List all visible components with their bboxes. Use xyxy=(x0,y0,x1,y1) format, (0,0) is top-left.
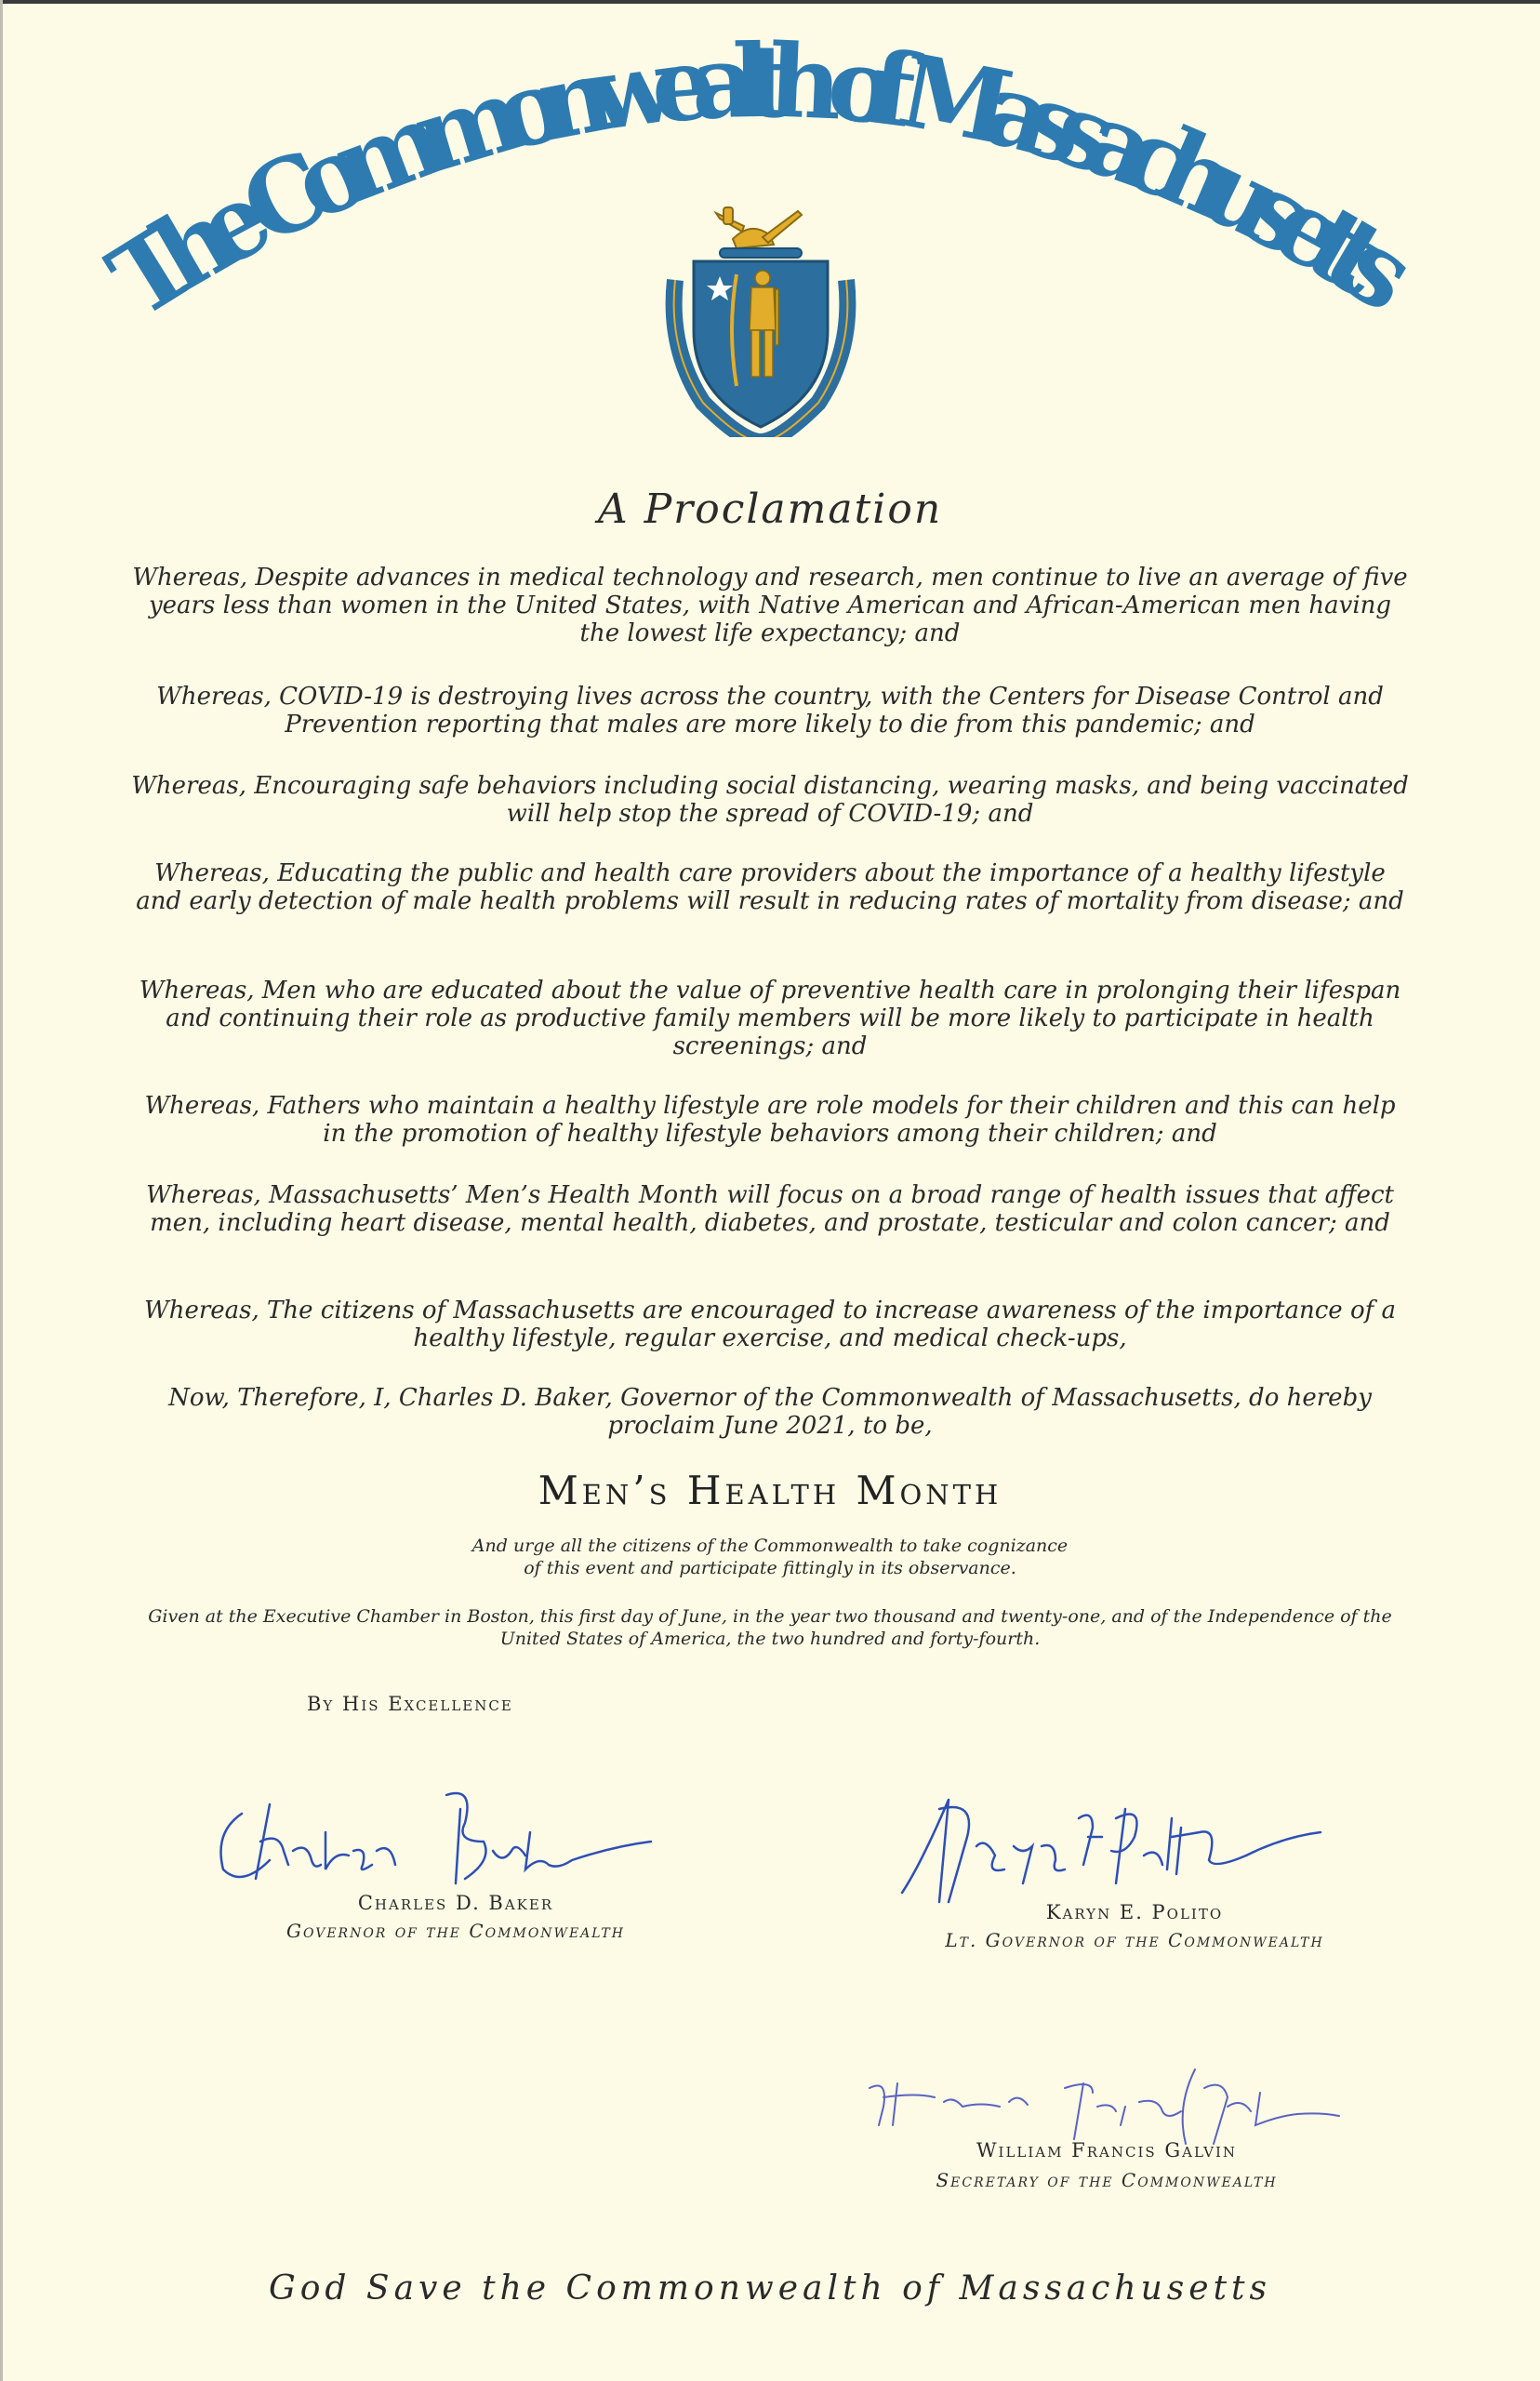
lt-governor-title: Lt. Governor of the Commonwealth xyxy=(945,1929,1324,1951)
whereas-clause-6: Whereas, Fathers who maintain a healthy lifestyle are role models for their children and this can help in the promotion of healthy lifestyle behaviors among their children; and xyxy=(144,1092,1396,1148)
urge-text: And urge all the citizens of the Commonwealth to take cognizance of this event and participate fittingly in its observance. xyxy=(471,1536,1069,1578)
secretary-signature-icon xyxy=(860,2051,1344,2153)
proclamation-title: A Proclamation xyxy=(597,486,943,533)
declared-month-title: Men’s Health Month xyxy=(538,1468,1002,1513)
whereas-clause-5: Whereas, Men who are educated about the value of preventive health care in prolonging their lifespan and continuing their role as productive family members will be more likely to participate in health screenings; and xyxy=(139,977,1401,1060)
by-his-excellence: By His Excellence xyxy=(307,1693,513,1715)
whereas-clause-8: Whereas, The citizens of Massachusetts are encouraged to increase awareness of the importance of a healthy lifestyle, regular exercise, and medical check-ups, xyxy=(143,1297,1397,1352)
document-header xyxy=(0,0,1540,437)
massachusetts-seal-icon xyxy=(674,207,848,437)
lt-governor-name: Karyn E. Polito xyxy=(1045,1901,1224,1923)
whereas-clause-2: Whereas, COVID-19 is destroying lives across the country, with the Centers for Disease Control and Prevention reporting that males are more likely to die from this pandemic; and xyxy=(156,683,1384,738)
governor-title: Governor of the Commonwealth xyxy=(286,1920,625,1942)
closing-line: God Save the Commonwealth of Massachusetts xyxy=(269,2269,1271,2308)
given-at-text: Given at the Executive Chamber in Boston, this first day of June, in the year two thousand and twenty-one, and of the Independence of the United States of America, the two hundred and forty-fourth. xyxy=(148,1606,1392,1649)
lt-governor-signature-icon xyxy=(893,1781,1330,1911)
now-therefore-clause: Now, Therefore, I, Charles D. Baker, Governor of the Commonwealth of Massachusetts, do hereby proclaim June 2021, to be, xyxy=(168,1384,1372,1440)
whereas-clause-7: Whereas, Massachusetts’ Men’s Health Month will focus on a broad range of health issues that affect men, including heart disease, mental health, diabetes, and prostate, testicular and colon cancer; and xyxy=(146,1181,1394,1237)
whereas-clause-4: Whereas, Educating the public and health care providers about the importance of a healthy lifestyle and early detection of male health problems will result in reducing rates of mortality from disease; and xyxy=(136,859,1404,915)
governor-name: Charles D. Baker xyxy=(357,1892,554,1914)
secretary-name: William Francis Galvin xyxy=(976,2139,1238,2162)
whereas-clause-1: Whereas, Despite advances in medical technology and research, men continue to live an average of five years less than women in the United States, with Native American and African-American men having the lowest life expectancy; and xyxy=(132,564,1408,647)
header-graphic xyxy=(0,0,1540,437)
governor-signature-icon xyxy=(205,1776,670,1897)
secretary-title: Secretary of the Commonwealth xyxy=(936,2169,1278,2191)
whereas-clause-3: Whereas, Encouraging safe behaviors including social distancing, wearing masks, and being vaccinated will help stop the spread of COVID-19; and xyxy=(131,772,1409,828)
commonwealth-title-text: The Commonwealth of Massachusetts xyxy=(89,22,1436,341)
